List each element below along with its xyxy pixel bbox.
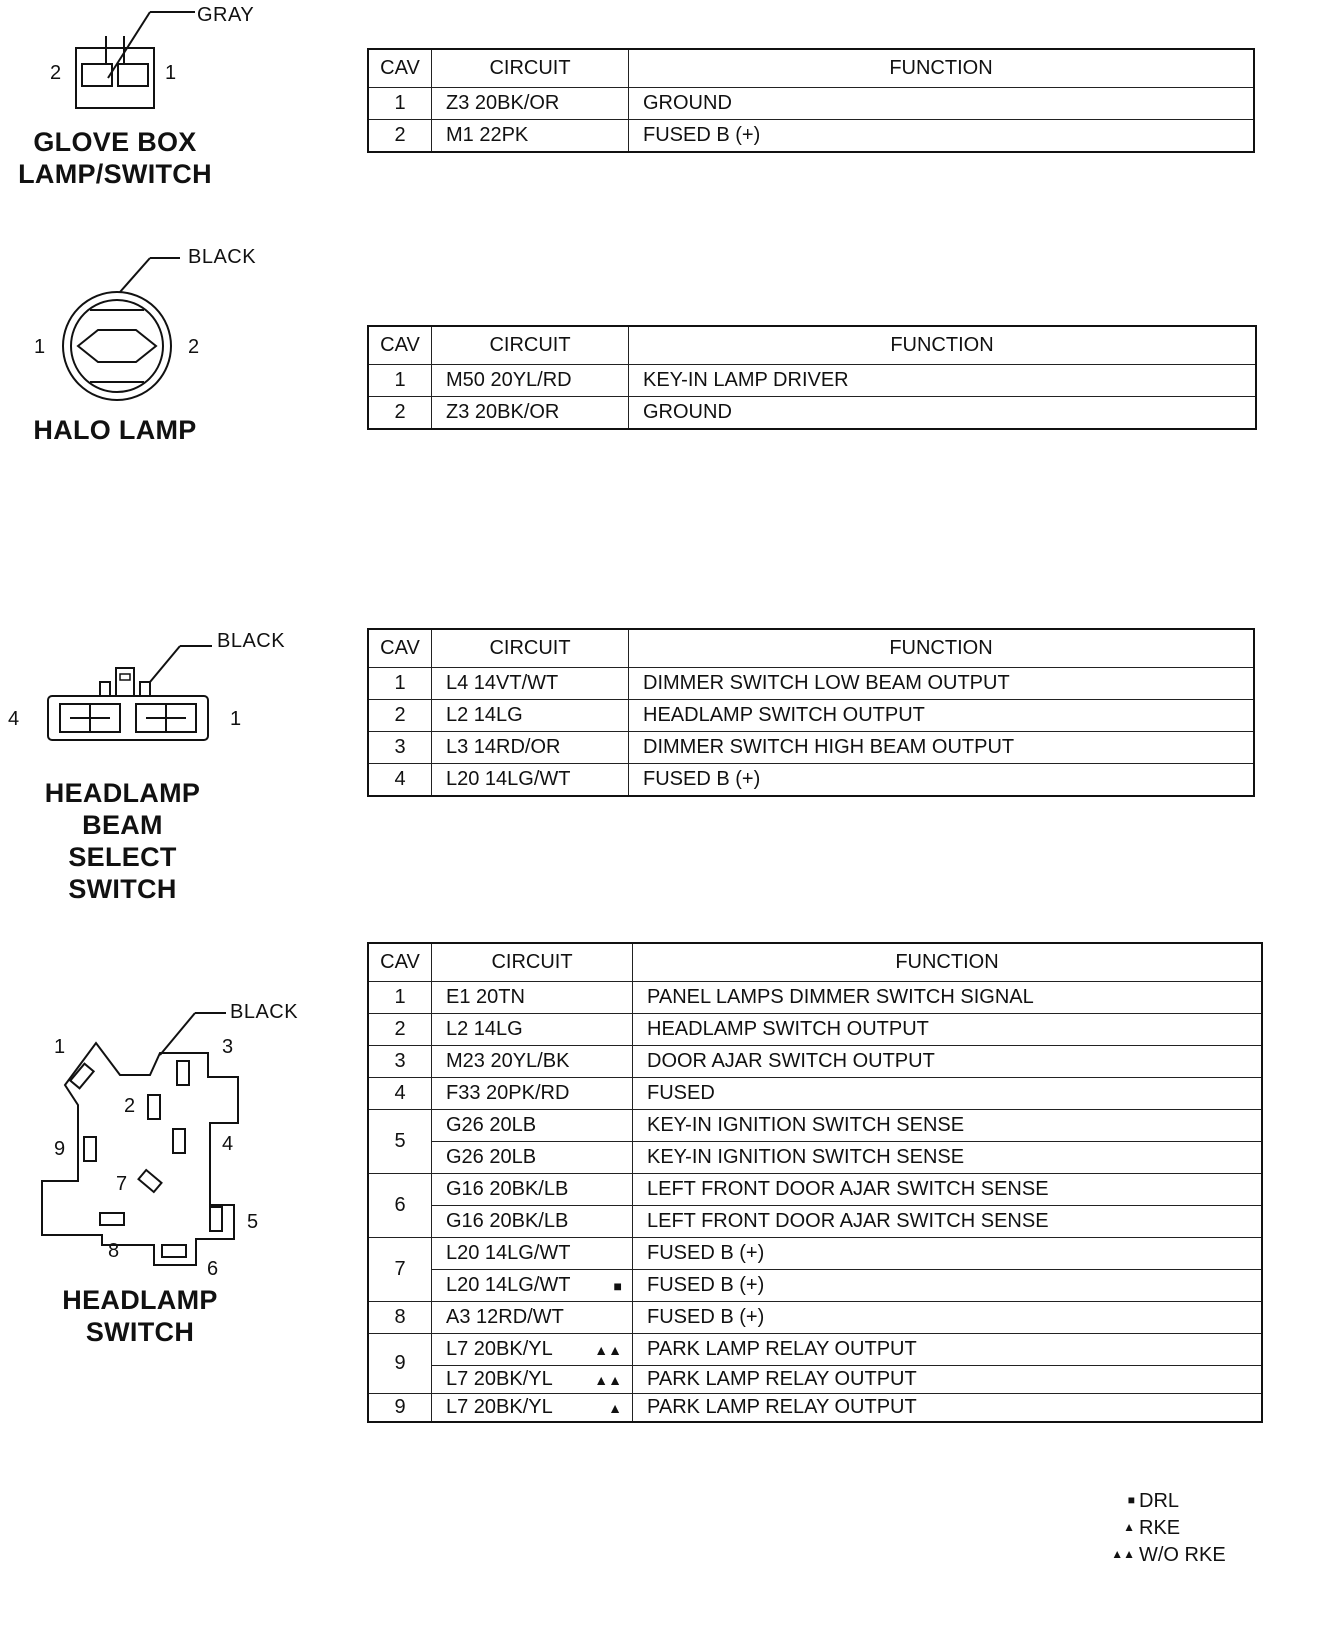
- table-row: 4 L20 14LG/WT FUSED B (+): [368, 764, 1254, 797]
- pin-label: 8: [108, 1240, 120, 1262]
- connector-pinout-table: [367, 942, 1263, 1423]
- table-row: G16 20BK/LB LEFT FRONT DOOR AJAR SWITCH SENSE: [368, 1206, 1262, 1238]
- pin-label: 7: [116, 1173, 128, 1195]
- connector-color-label: BLACK: [188, 246, 257, 268]
- pin-label: 2: [188, 336, 200, 358]
- pin-label: 1: [230, 708, 242, 730]
- connector-color-label: GRAY: [197, 4, 255, 26]
- connector-pinout-table: [367, 325, 1257, 430]
- table-row: 2 L2 14LG HEADLAMP SWITCH OUTPUT: [368, 1014, 1262, 1046]
- table-row: L7 20BK/YL ▲▲ PARK LAMP RELAY OUTPUT: [368, 1366, 1262, 1394]
- connector-title: HEADLAMP BEAM SELECT SWITCH: [44, 778, 201, 904]
- pin-label: 6: [207, 1258, 219, 1280]
- wo-rke-double-triangle-icon: ▲▲: [1111, 1547, 1135, 1561]
- table-row: 1 E1 20TN PANEL LAMPS DIMMER SWITCH SIGNAL: [368, 982, 1262, 1014]
- table-row: L20 14LG/WT ■ FUSED B (+): [368, 1270, 1262, 1302]
- pin-label: 2: [124, 1095, 136, 1117]
- connector-title: HALO LAMP: [33, 415, 197, 445]
- drl-marker-icon: ■: [613, 1277, 622, 1294]
- pin-label: 4: [222, 1133, 234, 1155]
- pin-label: 5: [247, 1211, 259, 1233]
- connector-title: GLOVE BOX LAMP/SWITCH: [18, 127, 212, 189]
- drl-square-icon: ■: [1127, 1493, 1135, 1507]
- pin-label: 1: [34, 336, 46, 358]
- table-row: 9 L7 20BK/YL ▲▲ PARK LAMP RELAY OUTPUT: [368, 1334, 1262, 1366]
- table-row: 2 M1 22PK FUSED B (+): [368, 120, 1254, 153]
- pin-label: 9: [54, 1138, 66, 1160]
- pin-label: 3: [222, 1036, 234, 1058]
- circuit-code: L7 20BK/YL: [446, 1338, 553, 1360]
- table-row: 2 L2 14LG HEADLAMP SWITCH OUTPUT: [368, 700, 1254, 732]
- table-header-row: CAV CIRCUIT FUNCTION: [368, 629, 1254, 668]
- table-row: 7 L20 14LG/WT FUSED B (+): [368, 1238, 1262, 1270]
- table-row: 8 A3 12RD/WT FUSED B (+): [368, 1302, 1262, 1334]
- pin-label: 1: [165, 62, 177, 84]
- connector-pinout-table: [367, 48, 1255, 153]
- table-header-row: CAV CIRCUIT FUNCTION: [368, 326, 1256, 365]
- connector-pinout-table: [367, 628, 1255, 797]
- legend-item: ▲▲ W/O RKE: [1105, 1544, 1226, 1567]
- table-row: 4 F33 20PK/RD FUSED: [368, 1078, 1262, 1110]
- circuit-code: L7 20BK/YL: [446, 1396, 553, 1418]
- table-row: 9 L7 20BK/YL ▲ PARK LAMP RELAY OUTPUT: [368, 1394, 1262, 1423]
- connector-title: HEADLAMP SWITCH: [62, 1285, 218, 1347]
- circuit-code: L20 14LG/WT: [446, 1274, 571, 1296]
- table-row: 2 Z3 20BK/OR GROUND: [368, 397, 1256, 430]
- rke-triangle-icon: ▲: [1123, 1520, 1135, 1534]
- wo-rke-marker-icon: ▲▲: [594, 1371, 622, 1388]
- table-row: 5 G26 20LB KEY-IN IGNITION SWITCH SENSE: [368, 1110, 1262, 1142]
- circuit-code: L7 20BK/YL: [446, 1368, 553, 1390]
- table-row: 1 L4 14VT/WT DIMMER SWITCH LOW BEAM OUTPUT: [368, 668, 1254, 700]
- connector-color-label: BLACK: [230, 1001, 299, 1023]
- pin-label: 1: [54, 1036, 66, 1058]
- legend-item: ■ DRL: [1105, 1490, 1179, 1513]
- table-row: 3 L3 14RD/OR DIMMER SWITCH HIGH BEAM OUTPUT: [368, 732, 1254, 764]
- table-row: G26 20LB KEY-IN IGNITION SWITCH SENSE: [368, 1142, 1262, 1174]
- table-header-row: CAV CIRCUIT FUNCTION: [368, 49, 1254, 88]
- rke-marker-icon: ▲: [608, 1399, 622, 1416]
- table-row: 1 M50 20YL/RD KEY-IN LAMP DRIVER: [368, 365, 1256, 397]
- headlamp-switch-connector-icon: [30, 995, 270, 1295]
- pin-label: 4: [8, 708, 20, 730]
- table-row: 1 Z3 20BK/OR GROUND: [368, 88, 1254, 120]
- table-header-row: CAV CIRCUIT FUNCTION: [368, 943, 1262, 982]
- legend-item: ▲ RKE: [1105, 1517, 1180, 1540]
- table-row: 3 M23 20YL/BK DOOR AJAR SWITCH OUTPUT: [368, 1046, 1262, 1078]
- pin-label: 2: [50, 62, 62, 84]
- table-row: 6 G16 20BK/LB LEFT FRONT DOOR AJAR SWITCH SENSE: [368, 1174, 1262, 1206]
- glove-box-connector-icon: [70, 0, 210, 90]
- wo-rke-marker-icon: ▲▲: [594, 1341, 622, 1358]
- connector-color-label: BLACK: [217, 630, 286, 652]
